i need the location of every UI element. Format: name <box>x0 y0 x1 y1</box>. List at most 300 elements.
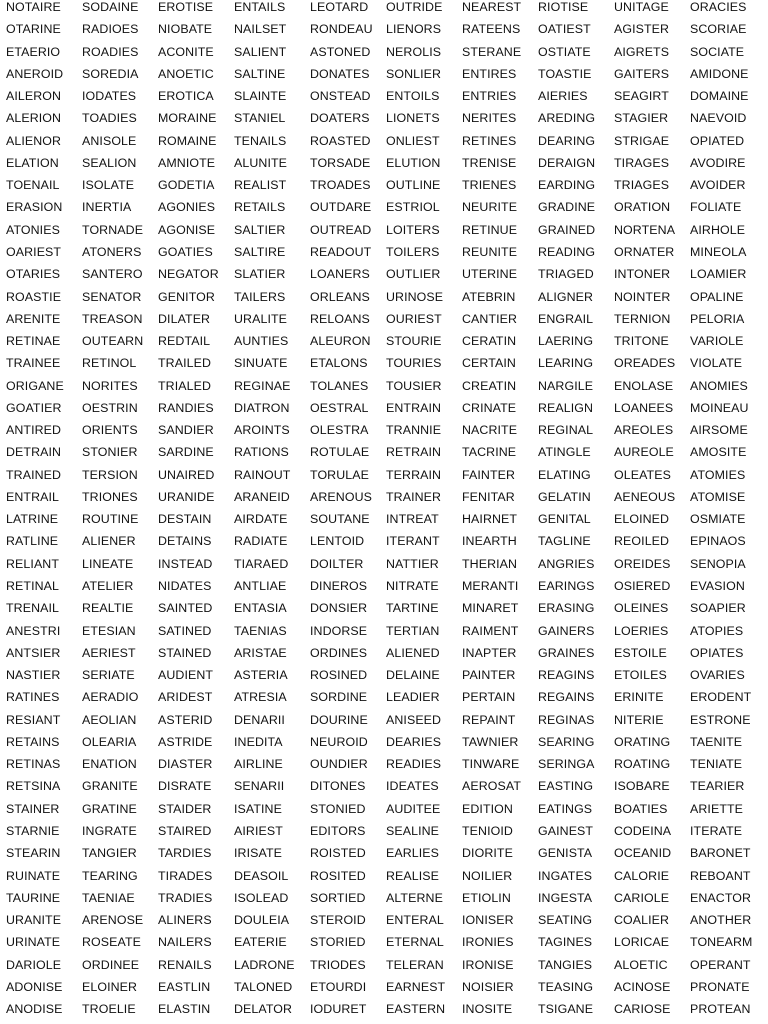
word-entry: TONEARM <box>690 935 753 950</box>
word-entry: DOATERS <box>310 111 370 126</box>
word-entry: SEALION <box>82 155 137 170</box>
word-entry: ENTAILS <box>234 0 286 14</box>
word-entry: ERODENT <box>690 690 752 705</box>
word-entry: STAGIER <box>614 111 669 126</box>
word-entry: DONSIER <box>310 601 368 616</box>
word-entry: AIGRETS <box>614 44 670 59</box>
word-entry: GRATINE <box>82 801 137 816</box>
word-entry: RETINUE <box>462 222 518 237</box>
word-entry: CERATIN <box>462 334 517 349</box>
word-entry: CRINATE <box>462 400 517 415</box>
word-entry: ISOLEAD <box>234 890 289 905</box>
word-entry: ARIETTE <box>690 801 744 816</box>
word-entry: ENTRAIN <box>386 400 442 415</box>
word-entry: TANGIER <box>82 846 137 861</box>
word-entry: OSIERED <box>614 579 671 594</box>
word-entry: GRAINED <box>538 222 596 237</box>
word-entry: EROTISE <box>158 0 214 14</box>
word-entry: NERITES <box>462 111 517 126</box>
word-entry: ENTASIA <box>234 601 287 616</box>
word-entry: DELAINE <box>386 668 440 683</box>
word-entry: TERRAIN <box>386 467 442 482</box>
word-entry: ITERANT <box>386 534 440 549</box>
word-entry: NORTENA <box>614 222 676 237</box>
word-entry: INEARTH <box>462 534 517 549</box>
word-entry: TRIAGES <box>614 178 670 193</box>
word-entry: ROATING <box>614 757 671 772</box>
word-entry: GELATIN <box>538 489 591 504</box>
word-entry: TALONED <box>234 979 293 994</box>
word-entry: ANGRIES <box>538 556 595 571</box>
word-entry: TRIENES <box>462 178 517 193</box>
word-entry: ROASTED <box>310 133 371 148</box>
word-entry: ATEBRIN <box>462 289 516 304</box>
word-entry: IODURET <box>310 1002 367 1017</box>
word-entry: LINEATE <box>82 556 134 571</box>
word-entry: REALIGN <box>538 400 594 415</box>
word-entry: REDTAIL <box>158 334 211 349</box>
word-entry: OLEATES <box>614 467 671 482</box>
word-entry: TRANNIE <box>386 423 442 438</box>
word-entry: REGINAS <box>538 712 595 727</box>
word-entry: SEAGIRT <box>614 89 669 104</box>
word-entry: FENITAR <box>462 489 515 504</box>
word-entry: RETINAE <box>6 334 61 349</box>
word-entry: AGONIES <box>158 200 216 215</box>
word-entry: DOILTER <box>310 556 364 571</box>
word-entry: OURIEST <box>386 311 442 326</box>
word-entry: DOULEIA <box>234 913 290 928</box>
word-entry: GAINERS <box>538 623 595 638</box>
word-entry: ESTRIOL <box>386 200 440 215</box>
word-entry: ELUTION <box>386 155 441 170</box>
word-entry: ALIENED <box>386 645 440 660</box>
word-entry: LATRINE <box>6 512 59 527</box>
word-entry: TIRAGES <box>614 155 670 170</box>
word-entry: AUNTIES <box>234 334 289 349</box>
word-entry: LOANERS <box>310 267 370 282</box>
word-entry: RETAILS <box>234 200 286 215</box>
word-entry: ASTERIA <box>234 668 288 683</box>
word-entry: RETRAIN <box>386 445 442 460</box>
word-entry: TROELIE <box>82 1002 136 1017</box>
word-entry: NOISIER <box>462 979 514 994</box>
word-entry: LENTOID <box>310 534 365 549</box>
word-entry: REAGINS <box>538 668 595 683</box>
word-entry: REALIST <box>234 178 287 193</box>
word-entry: OPALINE <box>690 289 744 304</box>
word-entry: ENGRAIL <box>538 311 594 326</box>
word-entry: TEASING <box>538 979 594 994</box>
word-entry: ARENOSE <box>82 913 144 928</box>
word-entry: SORDINE <box>310 690 368 705</box>
word-entry: ANTSIER <box>6 645 61 660</box>
word-entry: ARISTAE <box>234 645 287 660</box>
word-entry: ANODISE <box>6 1002 63 1017</box>
word-entry: RETINES <box>462 133 517 148</box>
word-entry: ORLEANS <box>310 289 370 304</box>
word-entry: TARTINE <box>386 601 439 616</box>
word-entry: RIOTISE <box>538 0 589 14</box>
word-entry: AENEOUS <box>614 489 676 504</box>
word-entry: SARDINE <box>158 445 214 460</box>
word-entry: ATRESIA <box>234 690 287 705</box>
word-entry: STERANE <box>462 44 522 59</box>
word-entry: OUNDIER <box>310 757 368 772</box>
word-entry: AGONISE <box>158 222 216 237</box>
word-entry: ORIGANE <box>6 378 64 393</box>
word-entry: SLATIER <box>234 267 286 282</box>
word-entry: GRADINE <box>538 200 596 215</box>
word-entry: OARIEST <box>6 244 62 259</box>
word-entry: IRONISE <box>462 957 514 972</box>
word-entry: SOREDIA <box>82 66 139 81</box>
word-entry: AIRIEST <box>234 823 283 838</box>
word-entry: AIRSOME <box>690 423 748 438</box>
word-entry: SERINGA <box>538 757 595 772</box>
word-entry: OPIATED <box>690 133 745 148</box>
word-entry: AEOLIAN <box>82 712 137 727</box>
word-entry: INEDITA <box>234 734 283 749</box>
word-entry: ALIENER <box>82 534 136 549</box>
word-entry: DEARING <box>538 133 596 148</box>
word-entry: FAINTER <box>462 467 516 482</box>
word-entry: AILERON <box>6 89 62 104</box>
word-entry: STRIGAE <box>614 133 670 148</box>
word-entry: ROTULAE <box>310 445 370 460</box>
word-entry: SERIATE <box>82 668 135 683</box>
word-entry: TRAINED <box>6 467 62 482</box>
word-entry: SEATING <box>538 913 593 928</box>
word-entry: STAINER <box>6 801 60 816</box>
word-entry: SENARII <box>234 779 285 794</box>
word-entry: TRIONES <box>82 489 138 504</box>
word-entry: EASTING <box>538 779 594 794</box>
word-entry: EROTICA <box>158 89 214 104</box>
word-entry: AERIEST <box>82 645 136 660</box>
word-entry: TENIATE <box>690 757 743 772</box>
word-entry: RETINOL <box>82 356 137 371</box>
word-entry: LIENORS <box>386 22 442 37</box>
word-entry: ACONITE <box>158 44 214 59</box>
word-entry: GOATIES <box>158 244 213 259</box>
word-entry: OVARIES <box>690 668 745 683</box>
word-entry: RATLINE <box>6 534 59 549</box>
word-entry: TERSION <box>82 467 138 482</box>
word-entry: GAINEST <box>538 823 594 838</box>
word-entry: ARANEID <box>234 489 290 504</box>
word-entry: ALIGNER <box>538 289 594 304</box>
word-entry: EDITION <box>462 801 513 816</box>
word-entry: TEARIER <box>690 779 745 794</box>
word-entry: SENOPIA <box>690 556 746 571</box>
word-entry: OUTDARE <box>310 200 372 215</box>
word-entry: OTARIES <box>6 267 61 282</box>
word-entry: ENTRIES <box>462 89 517 104</box>
word-entry: AREDING <box>538 111 596 126</box>
word-entry: RAINOUT <box>234 467 291 482</box>
word-entry: ORATING <box>614 734 671 749</box>
word-entry: RUINATE <box>6 868 61 883</box>
word-entry: INDORSE <box>310 623 368 638</box>
word-entry: IDEATES <box>386 779 439 794</box>
word-entry: RETINAL <box>6 579 60 594</box>
word-entry: BOATIES <box>614 801 668 816</box>
word-entry: NITERIE <box>614 712 664 727</box>
word-entry: ELATING <box>538 467 591 482</box>
word-entry: INGATES <box>538 868 593 883</box>
word-entry: AGISTER <box>614 22 670 37</box>
word-entry: REGAINS <box>538 690 595 705</box>
word-entry: CERTAIN <box>462 356 516 371</box>
word-entry: STOURIE <box>386 334 442 349</box>
word-entry: EARNEST <box>386 979 446 994</box>
word-entry: ATELIER <box>82 579 134 594</box>
word-entry: ANISOLE <box>82 133 137 148</box>
word-entry: NITRATE <box>386 579 439 594</box>
word-entry: RATEENS <box>462 22 521 37</box>
word-entry: MINARET <box>462 601 519 616</box>
word-entry: EARINGS <box>538 579 595 594</box>
word-entry: DEASOIL <box>234 868 289 883</box>
word-entry: IONISER <box>462 913 514 928</box>
word-entry: NIDATES <box>158 579 212 594</box>
word-entry: NATTIER <box>386 556 439 571</box>
word-entry: ETIOLIN <box>462 890 511 905</box>
word-entry: PELORIA <box>690 311 745 326</box>
word-entry: DISRATE <box>158 779 212 794</box>
word-entry: ARENITE <box>6 311 61 326</box>
word-entry: STEROID <box>310 913 366 928</box>
word-entry: EVASION <box>690 579 745 594</box>
word-entry: AIRHOLE <box>690 222 746 237</box>
word-entry: ANTIRED <box>6 423 62 438</box>
word-entry: SEALINE <box>386 823 440 838</box>
word-entry: DITONES <box>310 779 366 794</box>
word-entry: EPINAOS <box>690 534 746 549</box>
word-entry: OESTRAL <box>310 400 369 415</box>
word-entry: TERTIAN <box>386 623 440 638</box>
word-entry: ARENOUS <box>310 489 372 504</box>
word-entry: LEOTARD <box>310 0 369 14</box>
word-entry: INGESTA <box>538 890 593 905</box>
word-entry: INAPTER <box>462 645 517 660</box>
word-entry: EARDING <box>538 178 596 193</box>
word-entry: SINUATE <box>234 356 288 371</box>
word-entry: STAIRED <box>158 823 212 838</box>
word-entry: LEARING <box>538 356 594 371</box>
word-entry: MORAINE <box>158 111 217 126</box>
word-entry: THERIAN <box>462 556 518 571</box>
word-entry: ROISTED <box>310 846 366 861</box>
word-entry: ACINOSE <box>614 979 671 994</box>
word-entry: ISATINE <box>234 801 282 816</box>
word-entry: NOTAIRE <box>6 0 61 14</box>
word-entry: OATIEST <box>538 22 591 37</box>
word-entry: AEROSAT <box>462 779 521 794</box>
word-entry: ROMAINE <box>158 133 217 148</box>
word-entry: TAGLINE <box>538 534 591 549</box>
word-entry: ORDINES <box>310 645 368 660</box>
word-entry: RAIMENT <box>462 623 519 638</box>
word-entry: DEARIES <box>386 734 442 749</box>
word-entry: ALIENOR <box>6 133 62 148</box>
word-entry: OPIATES <box>690 645 744 660</box>
word-entry: INERTIA <box>82 200 132 215</box>
word-entry: TANGIES <box>538 957 593 972</box>
word-entry: ANISEED <box>386 712 442 727</box>
word-entry: GRAINES <box>538 645 595 660</box>
word-entry: URINATE <box>6 935 61 950</box>
word-entry: IRONIES <box>462 935 514 950</box>
word-entry: ETERNAL <box>386 935 444 950</box>
word-entry: RATIONS <box>234 445 289 460</box>
word-entry: EDITORS <box>310 823 366 838</box>
word-entry: ALERION <box>6 111 62 126</box>
word-entry: NEUROID <box>310 734 368 749</box>
word-entry: ADONISE <box>6 979 63 994</box>
word-entry: ATOPIES <box>690 623 744 638</box>
word-entry: NIOBATE <box>158 22 213 37</box>
word-entry: INSTEAD <box>158 556 213 571</box>
word-entry: RENAILS <box>158 957 212 972</box>
word-entry: PAINTER <box>462 668 516 683</box>
word-entry: ASTERID <box>158 712 213 727</box>
word-entry: RELIANT <box>6 556 60 571</box>
word-entry: AIERIES <box>538 89 588 104</box>
word-entry: RETSINA <box>6 779 61 794</box>
word-entry: ETOURDI <box>310 979 367 994</box>
word-entry: AMOSITE <box>690 445 747 460</box>
word-entry: ITERATE <box>690 823 743 838</box>
word-entry: SONLIER <box>386 66 442 81</box>
word-entry: SOAPIER <box>690 601 746 616</box>
word-entry: SALIENT <box>234 44 287 59</box>
word-entry: SOCIATE <box>690 44 745 59</box>
word-entry: SALTIER <box>234 222 286 237</box>
word-entry: ORIENTS <box>82 423 138 438</box>
word-entry: COALIER <box>614 913 670 928</box>
word-entry: ERINITE <box>614 690 664 705</box>
word-entry: CANTIER <box>462 311 518 326</box>
word-entry: DIASTER <box>158 757 213 772</box>
word-entry: TOURIES <box>386 356 442 371</box>
word-entry: ROASTIE <box>6 289 62 304</box>
word-entry: TAILERS <box>234 289 286 304</box>
word-entry: GODETIA <box>158 178 215 193</box>
word-entry: URANITE <box>6 913 62 928</box>
word-entry: OUTLIER <box>386 267 441 282</box>
word-entry: RATINES <box>6 690 60 705</box>
word-entry: NEGATOR <box>158 267 219 282</box>
word-entry: READIES <box>386 757 442 772</box>
word-entry: REALISE <box>386 868 440 883</box>
word-entry: ESTRONE <box>690 712 751 727</box>
word-entry: DIORITE <box>462 846 513 861</box>
word-entry: SALTIRE <box>234 244 286 259</box>
word-entry: ESTOILE <box>614 645 667 660</box>
word-entry: INTONER <box>614 267 671 282</box>
word-entry: LORICAE <box>614 935 670 950</box>
word-entry: LOITERS <box>386 222 440 237</box>
word-entry: OUTRIDE <box>386 0 443 14</box>
word-entry: EARLIES <box>386 846 440 861</box>
word-entry: GENITOR <box>158 289 215 304</box>
word-entry: NASTIER <box>6 668 61 683</box>
word-entry: OREADES <box>614 356 676 371</box>
word-entry: EASTLIN <box>158 979 211 994</box>
word-entry: TENAILS <box>234 133 287 148</box>
word-entry: SODAINE <box>82 0 139 14</box>
word-entry: NOILIER <box>462 868 513 883</box>
word-entry: ENTOILS <box>386 89 440 104</box>
word-entry: TERNION <box>614 311 671 326</box>
word-entry: IODATES <box>82 89 137 104</box>
word-entry: ENTRAIL <box>6 489 60 504</box>
word-entry: ENTIRES <box>462 66 517 81</box>
word-entry: LOERIES <box>614 623 669 638</box>
word-entry: OSTIATE <box>538 44 591 59</box>
word-entry: HAIRNET <box>462 512 518 527</box>
word-entry: OESTRIN <box>82 400 138 415</box>
word-entry: ONLIEST <box>386 133 440 148</box>
word-entry: ISOLATE <box>82 178 135 193</box>
word-entry: NAEVOID <box>690 111 747 126</box>
word-entry: TRIALED <box>158 378 212 393</box>
word-entry: AMNIOTE <box>158 155 216 170</box>
word-entry: NORITES <box>82 378 138 393</box>
word-entry: ELASTIN <box>158 1002 211 1017</box>
word-entry: ALUNITE <box>234 155 288 170</box>
word-entry: CARIOLE <box>614 890 670 905</box>
word-entry: IRISATE <box>234 846 282 861</box>
word-entry: STONIER <box>82 445 138 460</box>
word-entry: RANDIES <box>158 400 214 415</box>
word-entry: SORTIED <box>310 890 366 905</box>
word-entry: TOENAIL <box>6 178 60 193</box>
word-entry: TAENITE <box>690 734 743 749</box>
word-entry: ETESIAN <box>82 623 136 638</box>
word-entry: TACRINE <box>462 445 517 460</box>
word-entry: TRAINER <box>386 489 442 504</box>
word-entry: VIOLATE <box>690 356 743 371</box>
word-entry: REOILED <box>614 534 670 549</box>
word-entry: TAURINE <box>6 890 61 905</box>
word-entry: TOADIES <box>82 111 137 126</box>
word-entry: ELATION <box>6 155 59 170</box>
word-entry: ROSITED <box>310 868 366 883</box>
word-entry: SALTINE <box>234 66 286 81</box>
word-entry: DETAINS <box>158 534 212 549</box>
word-entry: TSIGANE <box>538 1002 594 1017</box>
word-entry: UNITAGE <box>614 0 669 14</box>
word-entry: ROADIES <box>82 44 139 59</box>
word-entry: SOUTANE <box>310 512 370 527</box>
word-entry: ENATION <box>82 757 137 772</box>
word-entry: ETAERIO <box>6 44 61 59</box>
word-entry: REUNITE <box>462 244 518 259</box>
word-entry: ENTERAL <box>386 913 444 928</box>
word-entry: OCEANID <box>614 846 672 861</box>
word-entry: REALTIE <box>82 601 134 616</box>
word-entry: STARNIE <box>6 823 60 838</box>
word-entry: LAERING <box>538 334 594 349</box>
word-entry: ORACIES <box>690 0 747 14</box>
word-entry: TORULAE <box>310 467 369 482</box>
word-entry: AROINTS <box>234 423 290 438</box>
word-entry: OUTREAD <box>310 222 372 237</box>
word-entry: SCORIAE <box>690 22 747 37</box>
